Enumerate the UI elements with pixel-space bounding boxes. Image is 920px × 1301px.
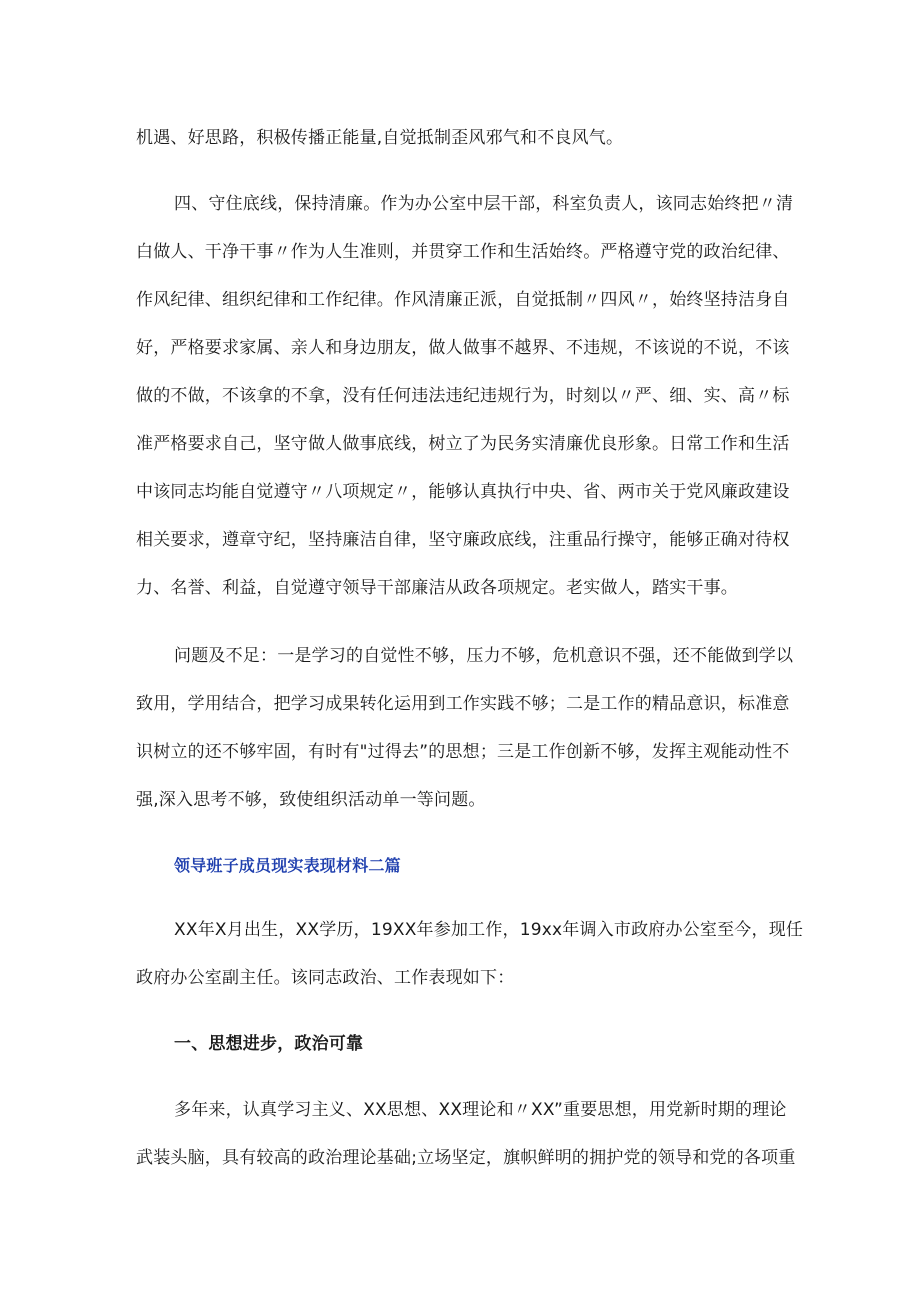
paragraph-line: 政府办公室副主任。该同志政治、工作表现如下： xyxy=(136,968,515,988)
paragraph-line: 强,深入思考不够，致使组织活动单一等问题。 xyxy=(136,790,486,810)
paragraph-line: 致用，学用结合，把学习成果转化运用到工作实践不够；二是工作的精品意识，标准意 xyxy=(136,694,790,714)
paragraph-line: 多年来，认真学习主义、XX思想、XX理论和〃XX”重要思想，用党新时期的理论 xyxy=(174,1100,787,1120)
paragraph-line: 力、名誉、利益，自觉遵守领导干部廉洁从政各项规定。老实做人，踏实干事。 xyxy=(136,578,738,598)
paragraph-line: XX年X月出生，XX学历，19XX年参加工作，19xx年调入市政府办公室至今，现任 xyxy=(174,920,804,940)
paragraph-line: 识树立的还不够牢固，有时有"过得去”的思想；三是工作创新不够，发挥主观能动性不 xyxy=(136,742,790,762)
paragraph-line: 准严格要求自己，坚守做人做事底线，树立了为民务实清廉优良形象。日常工作和生活 xyxy=(136,434,790,454)
paragraph-line: 武装头脑，具有较高的政治理论基础;立场坚定，旗帜鲜明的拥护党的领导和党的各项重 xyxy=(136,1148,796,1168)
paragraph-line: 机遇、好思路，积极传播正能量,自觉抵制歪风邪气和不良风气。 xyxy=(136,128,624,148)
paragraph-line: 相关要求，遵章守纪，坚持廉洁自律，坚守廉政底线，注重品行操守，能够正确对待权 xyxy=(136,530,790,550)
paragraph-line: 问题及不足：一是学习的自觉性不够，压力不够，危机意识不强，还不能做到学以 xyxy=(174,646,794,666)
paragraph-line: 好，严格要求家属、亲人和身边朋友，做人做事不越界、不违规，不该说的不说，不该 xyxy=(136,338,790,358)
section-title: 领导班子成员现实表现材料二篇 xyxy=(174,856,401,875)
paragraph-line: 四、守住底线，保持清廉。作为办公室中层干部，科室负责人，该同志始终把〃清 xyxy=(174,194,794,214)
paragraph-line: 做的不做，不该拿的不拿，没有任何违法违纪违规行为，时刻以〃严、细、实、高〃标 xyxy=(136,386,790,406)
paragraph-line: 作风纪律、组织纪律和工作纪律。作风清廉正派，自觉抵制〃四风〃，始终坚持洁身自 xyxy=(136,290,790,310)
paragraph-line: 中该同志均能自觉遵守〃八项规定〃，能够认真执行中央、省、两市关于党风廉政建设 xyxy=(136,482,790,502)
paragraph-line: 白做人、干净干事〃作为人生准则，并贯穿工作和生活始终。严格遵守党的政治纪律、 xyxy=(136,242,790,262)
subheading: 一、思想进步，政治可靠 xyxy=(174,1034,364,1054)
